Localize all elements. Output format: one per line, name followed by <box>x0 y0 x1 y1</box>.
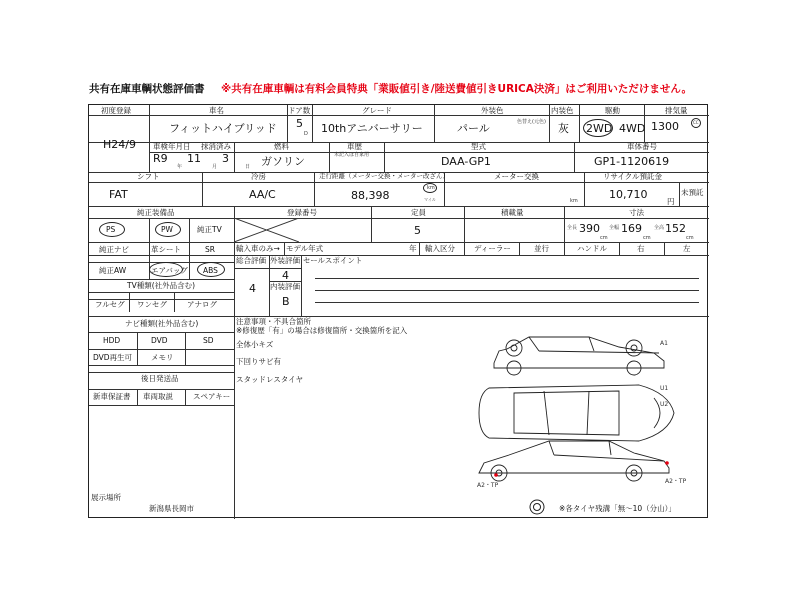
doors-label: ドア数 <box>288 106 311 115</box>
shared-stock-notice: ※共有在庫車輌は有料会員特典「業販値引き/陸送費値引きURICA決済」はご利用いただけません。 <box>221 83 693 95</box>
equip-pw: PW <box>161 225 173 234</box>
exterior-score-value: 4 <box>282 269 289 282</box>
model-year-label: モデル年式 <box>286 244 324 253</box>
interior-color-label: 内装色 <box>551 106 574 115</box>
grade-label: グレード <box>362 106 392 115</box>
history-label: 車歴 <box>347 142 362 151</box>
deletion-label: 抹消済み <box>201 142 231 151</box>
handle-right: 右 <box>637 244 645 253</box>
shift-label: シフト <box>137 172 160 181</box>
interior-score-label: 内装評価 <box>270 282 300 291</box>
navi-hdd: HDD <box>103 336 121 345</box>
equip-airbag: エアバッグ <box>151 266 188 275</box>
later-warranty: 新車保証書 <box>93 392 131 401</box>
navi-type-header: ナビ種類(社外品含む) <box>125 319 199 328</box>
exterior-color-value: パール <box>457 122 490 135</box>
sheet-title: 共有在庫車輌状態評価書 <box>89 83 205 95</box>
equip-sr: SR <box>205 245 215 254</box>
meter-exchange-label: メーター交換 <box>494 172 539 181</box>
cc-unit: CC <box>693 120 699 125</box>
height-unit: cm <box>686 235 694 241</box>
fuel-label: 燃料 <box>274 142 289 151</box>
dimensions-label: 寸法 <box>629 208 644 217</box>
later-spare-key: スペアキー <box>193 392 231 401</box>
model-year-unit: 年 <box>409 244 417 253</box>
recycle-deposit-unit: 円 <box>667 197 675 206</box>
height-value: 152 <box>665 222 686 235</box>
width-value: 169 <box>621 222 642 235</box>
ac-label: 冷房 <box>251 172 266 181</box>
tire-icon <box>529 499 545 515</box>
damage-mark-a2tp-right: A2・TP <box>665 478 687 485</box>
width-unit: cm <box>643 235 651 241</box>
tv-fullseg: フルセグ <box>95 300 125 309</box>
import-parallel: 並行 <box>534 244 549 253</box>
display-location-label: 展示場所 <box>91 493 121 502</box>
unit-day: 日 <box>245 164 251 170</box>
fuel-value: ガソリン <box>261 155 305 168</box>
chassis-number-label: 車体番号 <box>627 142 657 151</box>
handle-label: ハンドル <box>577 244 607 253</box>
load-capacity-label: 積載量 <box>501 208 524 217</box>
unit-month: 月 <box>212 164 218 170</box>
interior-score-value: B <box>282 295 290 308</box>
tv-oneseg: ワンセグ <box>137 300 167 309</box>
navi-sd: SD <box>203 336 214 345</box>
exterior-score-label: 外装評価 <box>270 256 300 265</box>
drive-4wd: 4WD <box>619 122 646 135</box>
width-label: 全幅 <box>609 225 620 231</box>
total-score-value: 4 <box>249 282 256 295</box>
chassis-number-value: GP1-1120619 <box>594 155 670 168</box>
damage-mark-u1: U1 <box>660 385 669 392</box>
recycle-deposit-label: リサイクル預託金 <box>603 172 662 181</box>
displacement-label: 排気量 <box>665 106 688 115</box>
equip-tv: 純正TV <box>197 225 222 234</box>
recycle-undeposited-note: 未預託 <box>681 188 704 197</box>
exterior-color-label: 外装色 <box>481 106 504 115</box>
sales-point-label: セールスポイント <box>303 256 363 265</box>
inspection-era: R9 <box>153 152 168 165</box>
navi-memory: メモリ <box>151 353 174 362</box>
damage-mark-a1: A1 <box>660 340 668 347</box>
registration-number-label: 登録番号 <box>287 208 317 217</box>
equip-leather: 革シート <box>151 245 181 254</box>
display-location-value: 新潟県長岡市 <box>149 504 194 513</box>
capacity-value: 5 <box>414 224 421 237</box>
car-name-value: フィットハイブリッド <box>169 122 277 135</box>
note-line-1: 全体小キズ <box>236 340 274 349</box>
equip-ps: PS <box>106 225 116 234</box>
registration-number-crossed-box <box>234 218 299 242</box>
later-manual: 車両取説 <box>143 392 173 401</box>
doors-unit: D <box>304 131 308 137</box>
tv-analog: アナログ <box>187 300 217 309</box>
equip-navi: 純正ナビ <box>99 245 129 254</box>
drive-2wd: 2WD <box>586 122 613 135</box>
navi-dvd-player: DVD再生可 <box>93 353 133 362</box>
equip-abs: ABS <box>203 266 218 275</box>
note-line-3: スタッドレスタイヤ <box>236 375 304 384</box>
mileage-unit-mile: マイル <box>424 197 436 202</box>
damage-mark-a2tp-left: A2・TP <box>477 482 499 489</box>
capacity-label: 定員 <box>411 208 426 217</box>
interior-color-value: 灰 <box>558 122 569 135</box>
first-registration-label: 初度登録 <box>101 106 131 115</box>
inspection-date-label: 車検年月日 <box>153 142 191 151</box>
model-code-value: DAA-GP1 <box>441 155 491 168</box>
tv-type-header: TV種類(社外品含む) <box>127 281 196 290</box>
inspection-year: 11 <box>187 152 201 165</box>
color-change-note: 色替え(元色) <box>517 119 546 125</box>
import-only-label: 輸入車のみ→ <box>236 244 280 253</box>
recycle-deposit-value: 10,710 <box>609 188 648 201</box>
later-shipment-header: 後日発送品 <box>141 374 179 383</box>
doors-value: 5 <box>296 117 303 130</box>
height-label: 全高 <box>654 225 665 231</box>
equipment-header: 純正装備品 <box>137 208 175 217</box>
damage-mark-u2: U2 <box>660 401 669 408</box>
length-unit: cm <box>600 235 608 241</box>
import-type-label: 輸入区分 <box>425 244 455 253</box>
evaluation-sheet <box>88 104 708 518</box>
inspection-month: 3 <box>222 152 229 165</box>
car-diagram <box>469 323 694 493</box>
note-line-2: 下回りサビ有 <box>236 357 281 366</box>
history-note: 未記入は自家用 <box>334 152 370 158</box>
drive-label: 駆動 <box>605 106 620 115</box>
tire-depth-note: ※各タイヤ残溝「無〜10（分山）」 <box>559 504 676 513</box>
length-value: 390 <box>579 222 600 235</box>
notes-header: 注意事項・不具合箇所 <box>236 317 311 326</box>
displacement-value: 1300 <box>651 120 679 133</box>
total-score-label: 総合評価 <box>236 256 266 265</box>
mileage-value: 88,398 <box>351 189 390 202</box>
notes-repair-instruction: ※修復歴「有」の場合は修復箇所・交換箇所を記入 <box>236 326 408 335</box>
mileage-label: 走行距離（メーター交換・メーター改ざん） <box>319 172 449 180</box>
first-registration-value: H24/9 <box>103 138 136 151</box>
grade-value: 10thアニバーサリー <box>321 122 423 135</box>
ac-value: AA/C <box>249 188 276 201</box>
meter-exchange-unit: km <box>570 198 578 204</box>
unit-year: 年 <box>177 164 183 170</box>
mileage-unit-km: km <box>427 185 435 191</box>
shift-value: FAT <box>109 188 128 201</box>
model-code-label: 型式 <box>471 142 486 151</box>
handle-left: 左 <box>683 244 691 253</box>
length-label: 全長 <box>567 225 578 231</box>
navi-dvd: DVD <box>151 336 168 345</box>
equip-aw: 純正AW <box>99 266 127 275</box>
import-dealer: ディーラー <box>474 244 511 253</box>
car-name-label: 車名 <box>209 106 224 115</box>
